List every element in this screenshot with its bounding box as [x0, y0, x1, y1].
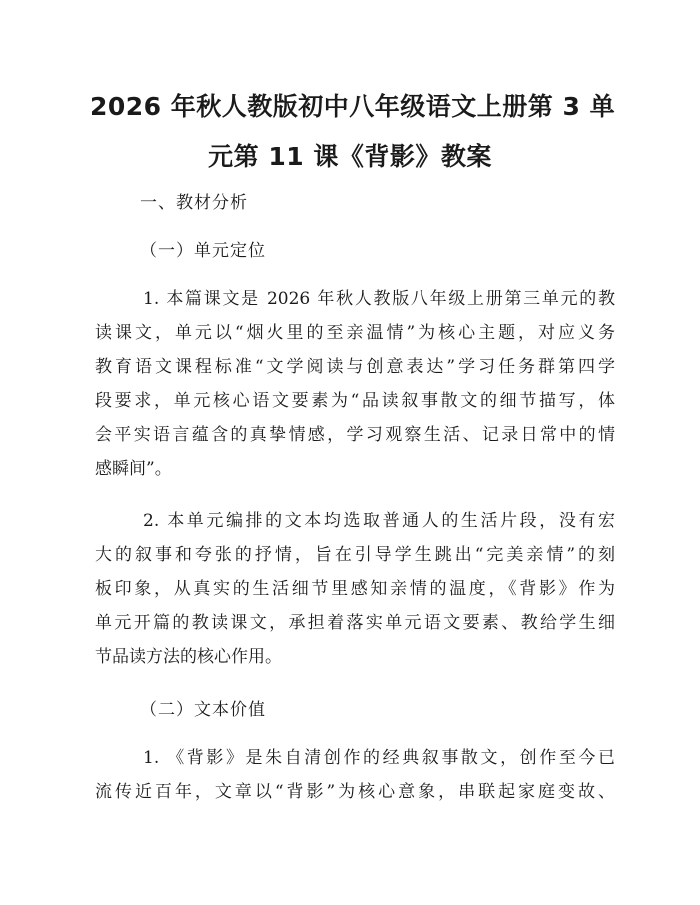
paragraph-line: 1. 《背影》是朱自清创作的经典叙事散文，创作至今已 — [143, 748, 615, 768]
paragraph-line: 单元开篇的教读课文，承担着落实单元语文要素、教给学生细 — [95, 613, 615, 633]
paragraph-line: 节品读方法的核心作用。 — [95, 647, 282, 667]
paragraph-unit-positioning-1 — [95, 282, 615, 486]
paragraph-line: 读课文，单元以“烟火里的至亲温情”为核心主题，对应义务 — [95, 323, 615, 343]
paragraph-line: 板印象，从真实的生活细节里感知亲情的温度，《背影》作为 — [95, 579, 615, 599]
paragraph-line: 段要求，单元核心语文要素为“品读叙事散文的细节描写，体 — [95, 391, 615, 411]
title-line-1: 2026 年秋人教版初中八年级语文上册第 3 单 — [90, 92, 616, 121]
paragraph-line: 大的叙事和夸张的抒情，旨在引导学生跳出“完美亲情”的刻 — [95, 545, 615, 565]
document-title — [90, 82, 616, 182]
subsection-heading-text-value: （二）文本价值 — [140, 700, 266, 720]
paragraph-line: 感瞬间”。 — [95, 459, 172, 479]
paragraph-line: 流传近百年，文章以“背影”为核心意象，串联起家庭变故、 — [95, 782, 615, 802]
subsection-heading-unit-positioning: （一）单元定位 — [140, 241, 266, 261]
paragraph-unit-positioning-2 — [95, 504, 615, 674]
paragraph-line: 1. 本篇课文是 2026 年秋人教版八年级上册第三单元的教 — [143, 289, 615, 309]
paragraph-line: 2. 本单元编排的文本均选取普通人的生活片段，没有宏 — [143, 511, 615, 531]
paragraph-line: 会平实语言蕴含的真挚情感，学习观察生活、记录日常中的情 — [95, 425, 615, 445]
paragraph-text-value-1 — [95, 741, 615, 809]
section-heading-textbook-analysis: 一、教材分析 — [140, 193, 248, 213]
paragraph-line: 教育语文课程标准“文学阅读与创意表达”学习任务群第四学 — [95, 357, 615, 377]
title-line-2: 元第 11 课《背影》教案 — [208, 142, 492, 171]
